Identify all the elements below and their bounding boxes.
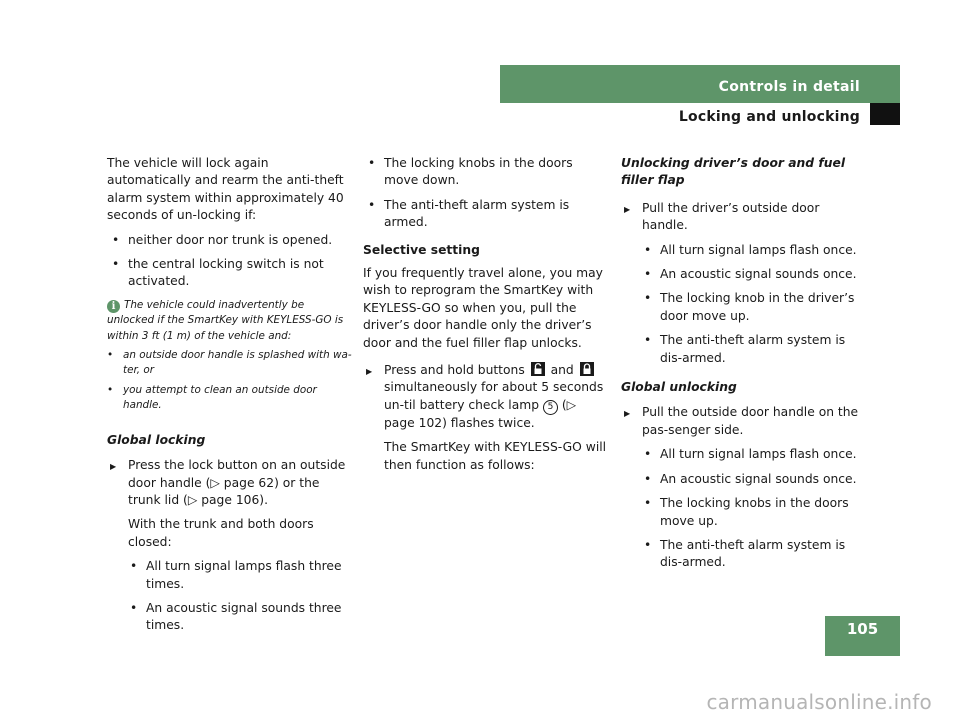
list-item: • The anti-theft alarm system is armed.	[363, 197, 608, 232]
page-number: 105	[825, 616, 900, 656]
list-item: • The locking knob in the driver’s door move up.	[621, 290, 866, 325]
list-item: • the central locking switch is not activated.	[107, 256, 352, 291]
list-item: • The locking knobs in the doors move up.	[621, 495, 866, 530]
driver-unlock-heading: Unlocking driver’s door and fuel filler flap	[621, 156, 846, 188]
section-title: Controls in detail	[718, 79, 860, 95]
selective-paragraph: If you frequently travel alone, you may wish to reprogram the SmartKey with KEYLESS-GO so when you, pull the driver’s door handle only the driver’s door and the fuel filler flap unlocks.	[363, 266, 603, 350]
note-list-item: • you attempt to clean an outside door handle.	[107, 383, 352, 414]
list-item: • The anti-theft alarm system is dis-armed.	[621, 332, 866, 367]
instruction-step: ▶ Press the lock button on an outside door handle (▷ page 62) or the trunk lid (▷ page 106).	[107, 457, 352, 509]
step-text: and	[550, 363, 574, 378]
list-item: • The locking knobs in the doors move down.	[363, 155, 608, 190]
note-text: The vehicle could inadvertently be unlocked if the SmartKey with KEYLESS-GO is within 3 ft (1 m) of the vehicle and:	[107, 298, 344, 342]
list-item: • All turn signal lamps flash once.	[621, 446, 866, 463]
instruction-step: ▶ Pull the outside door handle on the pas-senger side.	[621, 404, 866, 439]
step-text: (▷ page 102) flashes twice.	[384, 397, 577, 430]
step-follow-text: The SmartKey with KEYLESS-GO will then function as follows:	[384, 440, 607, 472]
global-unlocking-heading: Global unlocking	[621, 380, 737, 395]
note-list-item: • an outside door handle is splashed with wa-ter, or	[107, 348, 352, 379]
list-item: • An acoustic signal sounds once.	[621, 266, 866, 283]
page-subtitle: Locking and unlocking	[678, 109, 860, 125]
column-3	[621, 155, 866, 579]
list-item: • All turn signal lamps flash once.	[621, 242, 866, 259]
list-item: • neither door nor trunk is opened.	[107, 232, 352, 249]
column-1	[107, 155, 352, 642]
column-2	[363, 155, 608, 481]
global-locking-heading: Global locking	[107, 432, 206, 447]
instruction-step	[363, 362, 608, 432]
step-text: Press and hold buttons	[384, 363, 525, 378]
header-tab-marker	[870, 103, 900, 125]
list-item: • An acoustic signal sounds once.	[621, 471, 866, 488]
section-header-bar	[500, 65, 900, 103]
lamp-number-badge: 5	[543, 400, 558, 415]
list-item: • The anti-theft alarm system is dis-armed.	[621, 537, 866, 572]
step-text: simultaneously for about 5 seconds un-til battery check lamp	[384, 380, 604, 412]
selective-setting-heading: Selective setting	[363, 242, 480, 257]
intro-paragraph: The vehicle will lock again automatically and rearm the anti-theft alarm system within approximately 40 seconds of un-locking if:	[107, 156, 344, 223]
unlock-button-icon	[531, 362, 545, 376]
lock-button-icon	[580, 362, 594, 376]
watermark-text: carmanualsonline.info	[706, 690, 932, 714]
list-item: • All turn signal lamps flash three times.	[107, 558, 352, 593]
info-note	[107, 298, 352, 344]
list-item: • An acoustic signal sounds three times.	[107, 600, 352, 635]
instruction-step: ▶ Pull the driver’s outside door handle.	[621, 200, 866, 235]
step-follow-text: With the trunk and both doors closed:	[128, 517, 314, 549]
info-icon: i	[107, 300, 120, 313]
